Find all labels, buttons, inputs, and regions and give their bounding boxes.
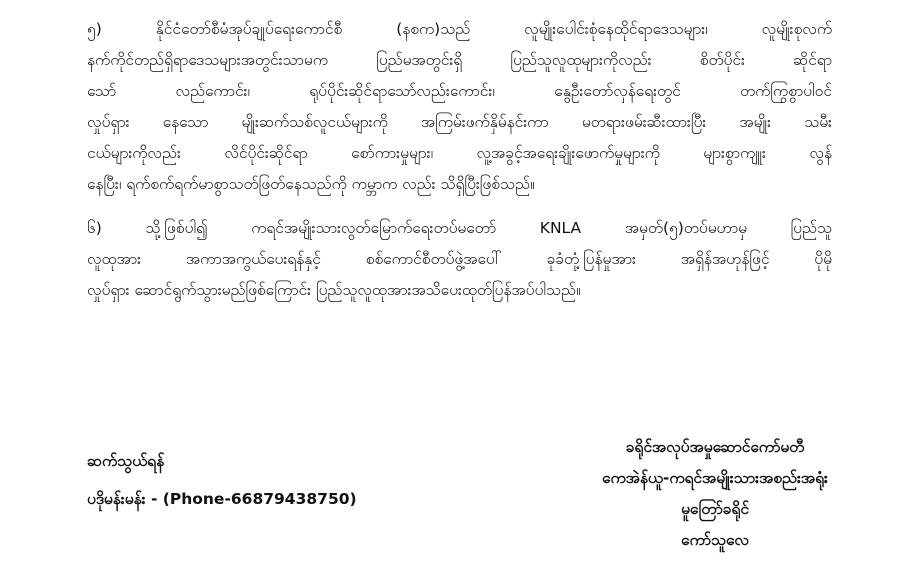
signature-line: ခရိုင်အလုပ်အမှုဆောင်ကော်မတီ	[625, 438, 805, 456]
contact-heading: ဆက်သွယ်ရန်	[87, 452, 165, 470]
paragraph-line: သော် လည်ကောင်း၊ ရုပ်ပိုင်းဆိုင်ရာသော်လည်းကောင်း၊ နွေဦးတော်လှန်ရေးတွင် တက်ကြွစွာပါဝင်	[87, 82, 832, 100]
paragraph-line: နက်ကိုင်တည်ရှိရာဒေသများအတွင်းသာမက ပြည်မအတွင်းရှိ ပြည်သူလူထုများကိုလည်း စိတ်ပိုင်း ဆိုင်ရာ	[87, 51, 832, 69]
paragraph-line: ငယ်များကိုလည်း လိင်ပိုင်းဆိုင်ရာ စော်ကားမှုများ၊ လူ့အခွင့်အရေးချိုးဖောက်မှုများကို များစွာကျူး လွန်	[87, 144, 832, 162]
paragraph-line: နေပြီး၊ ရက်စက်ရက်မာစွာသတ်ဖြတ်နေသည်ကို ကမ္ဘာက လည်း သိရှိပြီးဖြစ်သည်။	[87, 175, 535, 193]
signature-block	[565, 432, 865, 556]
paragraph-line: ၅) နိုင်ငံတော်စီမံအုပ်ချုပ်ရေးကောင်စီ (နစက)သည် လူမျိုးပေါင်းစုံနေထိုင်ရာဒေသများ၊ လူမျိုးစုလက်	[87, 20, 832, 38]
signature-line: မူတြော်ခရိုင်	[681, 500, 749, 518]
paragraph-line: လှုပ်ရှား ဆောင်ရွက်သွားမည်ဖြစ်ကြောင်း ပြည်သူလူထုအားအသိပေးထုတ်ပြန်အပ်ပါသည်။	[87, 281, 581, 299]
paragraph-line: လူထုအား အကာအကွယ်ပေးရန်နှင့် စစ်ကောင်စီတပ်ဖွဲ့အပေါ် ခုခံတုံ့ပြန်မှုအား အရှိန်အဟုန်ဖြင့် ပိုမို	[87, 250, 832, 268]
paragraph-line: ၆) သို့ဖြစ်ပါ၍ ကရင်အမျိုးသားလွတ်မြောက်ရေးတပ်မတော် KNLA အမှတ်(၅)တပ်မဟာမှ ပြည်သူ	[87, 219, 832, 237]
contact-phone: ပဒိုမန်းမန်း - (Phone-66879438750)	[87, 490, 357, 508]
signature-line: ကော်သူလေ	[681, 531, 749, 549]
paragraph-5	[87, 14, 832, 200]
paragraph-6	[87, 213, 832, 306]
signature-line: ကေအဲန်ယူ-ကရင်အမျိုးသားအစည်းအရုံး	[602, 469, 828, 487]
paragraph-line: လှုပ်ရှား နေသော မျိုးဆက်သစ်လူငယ်များကို အကြမ်းဖက်နှိမ်နင်းကာ မတရားဖမ်းဆီးထားပြီး အမျိုး သမီး	[87, 113, 832, 131]
